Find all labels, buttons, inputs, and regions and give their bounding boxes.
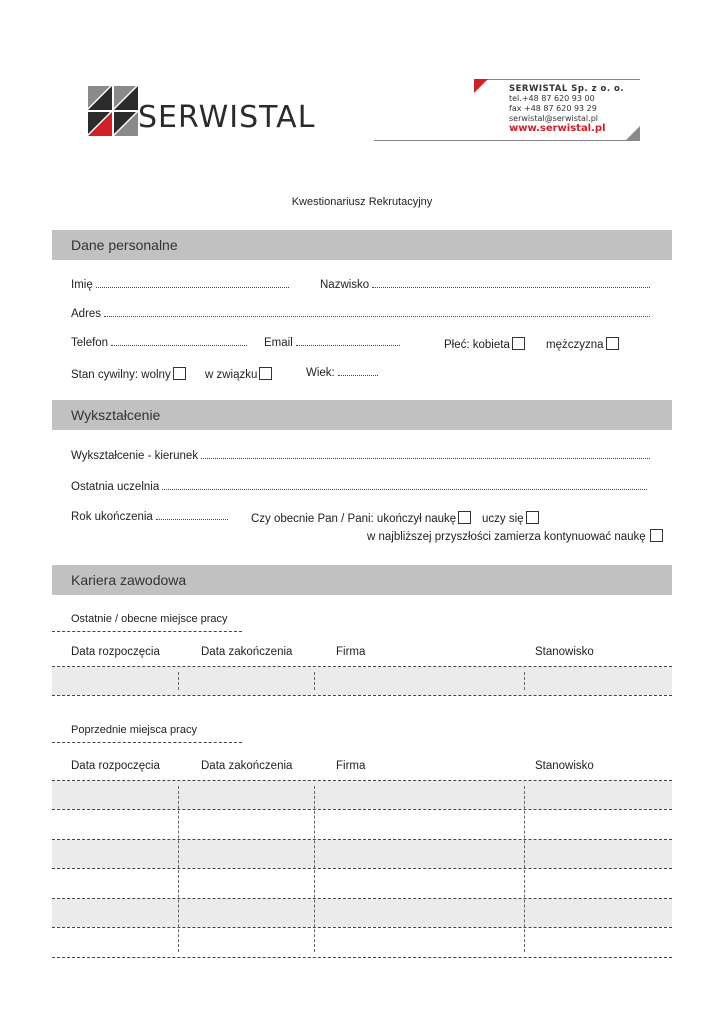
status-continue-checkbox[interactable]	[650, 529, 663, 542]
status-studying-checkbox[interactable]	[526, 511, 539, 524]
company-website[interactable]: www.serwistal.pl	[509, 123, 606, 134]
first-name-field[interactable]: Imię	[71, 279, 291, 291]
corner-red-triangle-icon	[474, 79, 488, 93]
col-end-date: Data zakończenia	[201, 646, 293, 658]
status-studying-option: uczy się	[482, 511, 539, 525]
civil-relationship-checkbox[interactable]	[259, 367, 272, 380]
section-career	[52, 565, 672, 595]
current-job-row[interactable]	[52, 667, 672, 695]
section-personal	[52, 230, 672, 260]
logo-text: SERWISTAL	[138, 100, 316, 135]
col-position: Stanowisko	[535, 646, 594, 658]
age-field[interactable]: Wiek:	[306, 367, 380, 379]
civil-single-checkbox[interactable]	[173, 367, 186, 380]
col-company: Firma	[336, 646, 366, 658]
previous-job-row[interactable]	[52, 810, 672, 838]
col-company-2: Firma	[336, 760, 366, 772]
civil-relationship-option: w związku	[205, 367, 272, 381]
section-education	[52, 400, 672, 430]
logo-mark-icon	[88, 86, 138, 136]
grad-year-field[interactable]: Rok ukończenia	[71, 511, 230, 523]
section-career-heading: Kariera zawodowa	[71, 572, 187, 588]
col-position-2: Stanowisko	[535, 760, 594, 772]
col-end-date-2: Data zakończenia	[201, 760, 293, 772]
current-job-title: Ostatnie / obecne miejsce pracy	[71, 613, 228, 625]
civil-single-option: Stan cywilny: wolny	[71, 367, 186, 381]
previous-job-row[interactable]	[52, 781, 672, 809]
col-start-date-2: Data rozpoczęcia	[71, 760, 160, 772]
previous-job-row[interactable]	[52, 899, 672, 927]
status-finished-option: Czy obecnie Pan / Pani: ukończył naukę	[251, 511, 471, 525]
status-continue-option: w najbliższej przyszłości zamierza kontynuować naukę	[367, 529, 663, 543]
previous-job-row[interactable]	[52, 869, 672, 897]
address-field[interactable]: Adres	[71, 308, 652, 320]
previous-job-row[interactable]	[52, 928, 672, 956]
section-education-heading: Wykształcenie	[71, 407, 161, 423]
section-personal-heading: Dane personalne	[71, 237, 178, 253]
gender-female-option: Płeć: kobieta	[444, 337, 525, 351]
corner-grey-triangle-icon	[626, 126, 640, 140]
gender-male-checkbox[interactable]	[606, 337, 619, 350]
company-email: serwistal@serwistal.pl	[509, 114, 598, 123]
status-finished-checkbox[interactable]	[458, 511, 471, 524]
previous-jobs-title: Poprzednie miejsca pracy	[71, 724, 197, 736]
last-school-field[interactable]: Ostatnia uczelnia	[71, 481, 649, 493]
company-name: SERWISTAL Sp. z o. o.	[509, 84, 625, 94]
company-tel: tel.+48 87 620 93 00	[509, 94, 595, 103]
contact-box	[374, 79, 640, 141]
previous-job-row[interactable]	[52, 840, 672, 868]
email-field[interactable]: Email	[264, 337, 402, 349]
gender-female-checkbox[interactable]	[512, 337, 525, 350]
col-start-date: Data rozpoczęcia	[71, 646, 160, 658]
education-field-input[interactable]: Wykształcenie - kierunek	[71, 450, 652, 462]
company-logo	[88, 86, 328, 138]
last-name-field[interactable]: Nazwisko	[320, 279, 652, 291]
document-title: Kwestionariusz Rekrutacyjny	[291, 196, 433, 208]
phone-field[interactable]: Telefon	[71, 337, 249, 349]
gender-male-option: mężczyzna	[546, 337, 619, 351]
company-fax: fax +48 87 620 93 29	[509, 104, 597, 113]
